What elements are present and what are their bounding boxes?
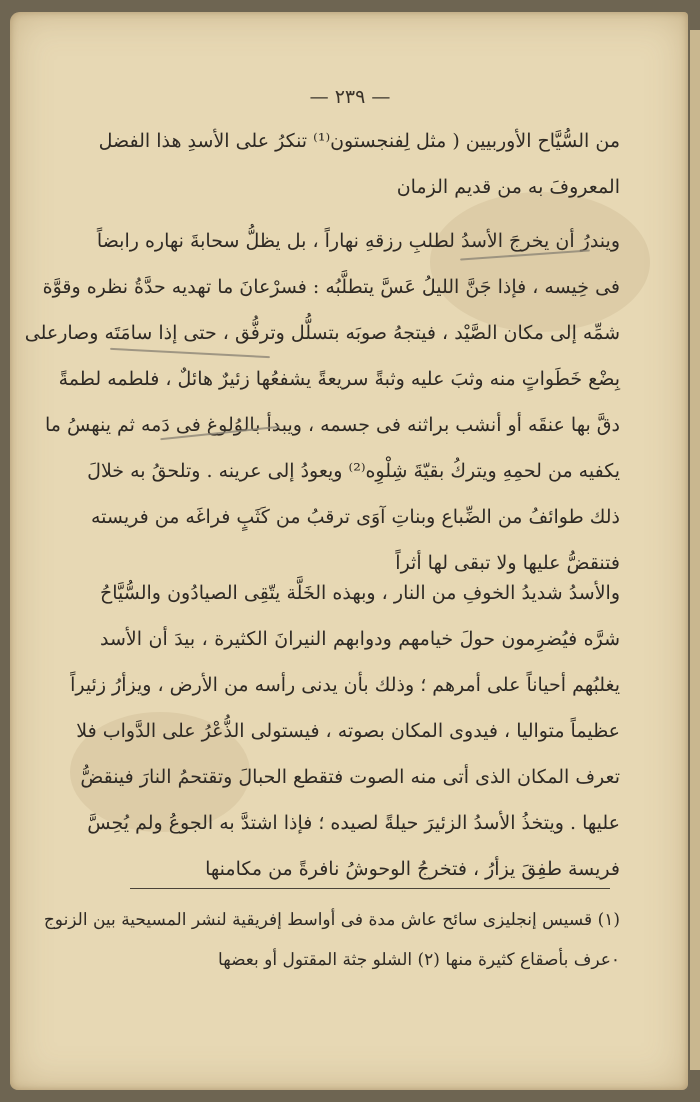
text-line: شرَّه فيُضرِمون حولَ خيامهم ودوابهم النيرانَ الكثيرة ، بيدَ أن الأسد <box>100 628 620 650</box>
text-line: ويندرُ أن يخرجَ الأسدُ لطلبِ رزقهِ نهاراً ، بل يظلُّ سحابةَ نهاره رابضاً <box>96 230 620 252</box>
text-line: تعرف المكان الذى أتى منه الصوت فتقطع الحبالَ وتقتحمُ النارَ فينقضُّ <box>80 766 620 788</box>
text-line: والأسدُ شديدُ الخوفِ من النار ، وبهذه الخَلَّة يتّقِى الصيادُون والسُّيَّاحُ <box>100 582 620 604</box>
text-line: يغلبُهم أحياناً على أمرهم ؛ وذلك بأن يدنى رأسه من الأرض ، ويزأرُ زئيراً <box>70 674 620 696</box>
paragraph <box>24 218 620 586</box>
footnote-line: ٠عرف بأصقاع كثيرة منها (٢) الشلو جثة المقتول أو بعضها <box>218 950 620 970</box>
text-line: فريسة طفِقَ يزأرُ ، فتخرجُ الوحوشُ نافرةً من مكامنها <box>205 858 620 880</box>
page-number: — ٢٣٩ — <box>309 86 391 108</box>
paragraph <box>100 118 620 210</box>
footnotes <box>43 900 620 980</box>
text-line: من السُّيَّاح الأوربيين ( مثل لِفنجستون⁽¹⁾ تنكرُ على الأسدِ هذا الفضل <box>98 130 620 152</box>
text-line: دقَّ بها عنقَه أو أنشب براثنه فى جسمه ، ويبدأ بالوُلوغ فى دَمه ثم ينهسُ ما <box>44 414 620 436</box>
footnote-line: (١) قسيس إنجليزى سائح عاش مدة فى أواسط إفريقية لنشر المسيحية بين الزنوج <box>43 910 620 930</box>
text-line: ذلك طوائفُ من الضِّباع وبناتِ آوَى ترقبُ من كَثَبٍ فراغَه من فريسته <box>90 506 620 528</box>
text-line: يكفيه من لحمِهِ ويتركُ بقيّةَ شِلْوِه⁽²⁾ ويعودُ إلى عرينه . وتلحقُ به خلالَ <box>87 460 620 482</box>
text-line: بِضْع خَطَواتٍ منه وثبَ عليه وثبةً سريعةً يشفعُها زئيرٌ هائلٌ ، فلطمه لطمةً <box>58 368 620 390</box>
footnote-rule <box>130 888 610 889</box>
text-line: عليها . ويتخذُ الأسدُ الزئيرَ حيلةً لصيده ؛ فإذا اشتدَّ به الجوعُ ولم يُحِسَّ <box>87 812 620 834</box>
adjacent-page-edge <box>690 30 700 1070</box>
text-line: فى خِيسه ، فإذا جَنَّ الليلُ عَسَّ يتطلَّبُه : فسرْعانَ ما تهديه حدَّةُ نظره وقوَّة <box>42 276 620 298</box>
text-line: شمِّه إلى مكان الصَّيْد ، فيتجهُ صوبَه بتسلُّل وترفُّق ، حتى إذا سامَتَه وصارعلى <box>24 322 620 344</box>
text-line: المعروفَ به من قديم الزمان <box>396 176 620 198</box>
paragraph <box>70 570 620 892</box>
text-line: فتنقضُّ عليها ولا تبقى لها أثراً <box>395 552 620 574</box>
text-line: عظيماً متواليا ، فيدوى المكان بصوته ، فيستولى الذُّعْرُ على الدَّواب فلا <box>76 720 620 742</box>
